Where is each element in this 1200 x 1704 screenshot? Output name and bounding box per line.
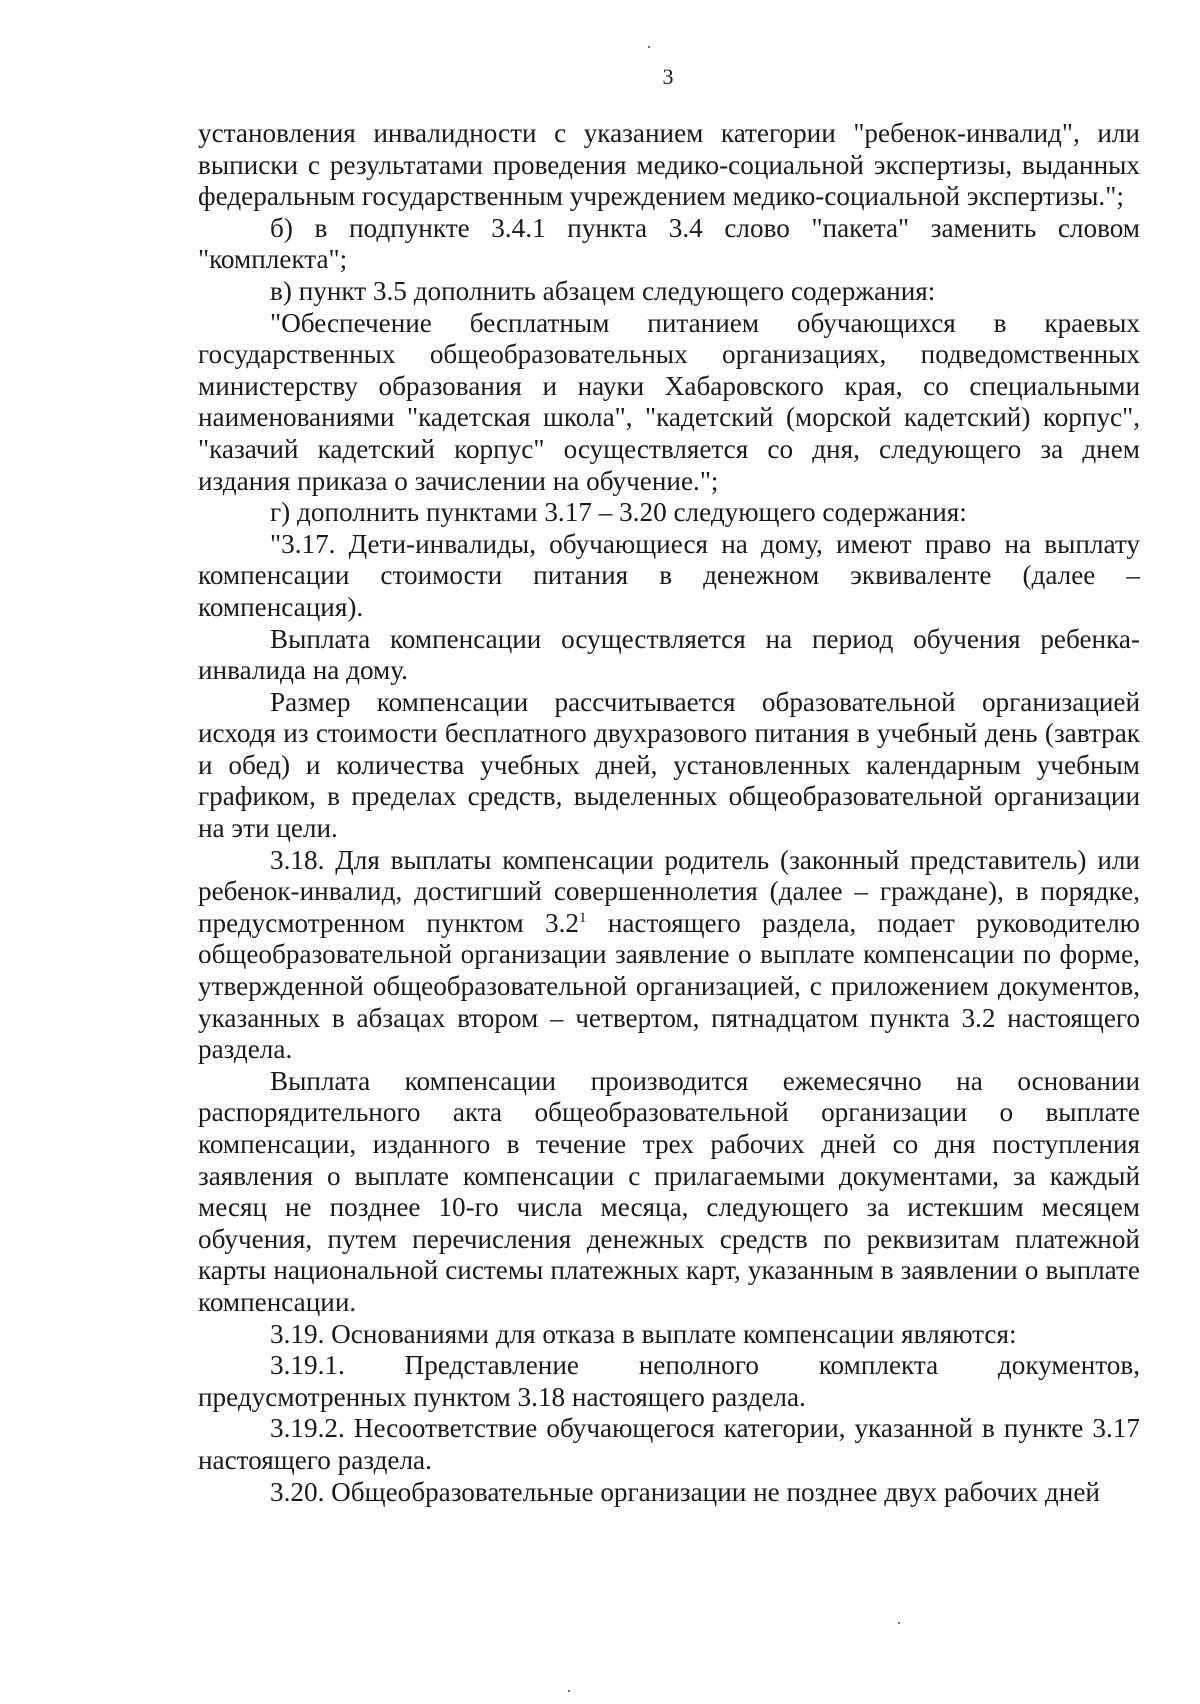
- paragraph-compensation-size: Размер компенсации рассчитывается образовательной организацией исходя из стоимости бесплатного двухразового питания в учебный день (завтрак и обед) и количества учебных дней, установленных календарным учебным графиком, в пределах средств, выделенных общеобразовательной организации на эти цели.: [198, 686, 1140, 844]
- paragraph-subitem-b: б) в подпункте 3.4.1 пункта 3.4 слово "пакета" заменить словом "комплекта";: [198, 212, 1140, 275]
- scan-speck: [648, 46, 650, 48]
- paragraph-3-19-1: 3.19.1. Представление неполного комплекта документов, предусмотренных пунктом 3.18 настоящего раздела.: [198, 1350, 1140, 1412]
- paragraph-payment-period: Выплата компенсации осуществляется на период обучения ребенка-инвалида на дому.: [198, 623, 1140, 686]
- paragraph-3-20: 3.20. Общеобразовательные организации не позднее двух рабочих дней: [270, 1476, 1100, 1507]
- paragraph-3-17: "3.17. Дети-инвалиды, обучающиеся на дому, имеют право на выплату компенсации стоимости питания в денежном эквиваленте (далее – компенсация).: [198, 528, 1140, 622]
- document-body: [198, 118, 1140, 1508]
- paragraph-3-18-text-start: 3.18. Для выплаты компенсации родитель (законный представитель) или ребенок-инвалид, достигший совершеннолетия (далее – граждане), в порядке, предусмотренном пунктом 3.2: [198, 844, 1140, 938]
- paragraph-3-18: [198, 845, 1140, 1066]
- footnote-superscript: 1: [579, 909, 587, 926]
- paragraph-monthly-payment: Выплата компенсации производится ежемесячно на основании распорядительного акта общеобразовательной организации о выплате компенсации, изданного в течение трех рабочих дней со дня поступления заявления о выплате компенсации с прилагаемыми документами, за каждый месяц не позднее 10-го числа месяца, следующего за истекшим месяцем обучения, путем перечисления денежных средств по реквизитам платежной карты национальной системы платежных карт, указанным в заявлении о выплате компенсации.: [198, 1065, 1140, 1317]
- scan-speck: [898, 1622, 900, 1624]
- page-number: 3: [662, 64, 674, 89]
- paragraph-cadet-meals: "Обеспечение бесплатным питанием обучающихся в краевых государственных общеобразовательных организациях, подведомственных министерству образования и науки Хабаровского края, со специальными наименованиями "кадетская школа", "кадетский (морской кадетский) корпус", "казачий кадетский корпус" осуществляется со дня, следующего за днем издания приказа о зачислении на обучение.";: [198, 307, 1140, 496]
- paragraph-3-18-text-end: настоящего раздела, подает руководителю общеобразовательной организации заявление о выплате компенсации по форме, утвержденной общеобразовательной организацией, с приложением документов, указанных в абзацах втором – четвертом, пятнадцатом пункта 3.2 настоящего раздела.: [198, 907, 1140, 1065]
- paragraph-3-19-2: 3.19.2. Несоответствие обучающегося категории, указанной в пункте 3.17 настоящего раздела.: [198, 1413, 1140, 1475]
- paragraph-subitem-g: г) дополнить пунктами 3.17 – 3.20 следующего содержания:: [270, 497, 967, 528]
- paragraph-3-19: 3.19. Основаниями для отказа в выплате компенсации являются:: [270, 1318, 1017, 1349]
- scan-speck: [568, 1690, 570, 1692]
- paragraph-subitem-v: в) пункт 3.5 дополнить абзацем следующего содержания:: [270, 275, 936, 306]
- paragraph-continuation: установления инвалидности с указанием категории "ребенок-инвалид", или выписки с результатами проведения медико-социальной экспертизы, выданных федеральным государственным учреждением медико-социальной экспертизы.";: [198, 118, 1140, 212]
